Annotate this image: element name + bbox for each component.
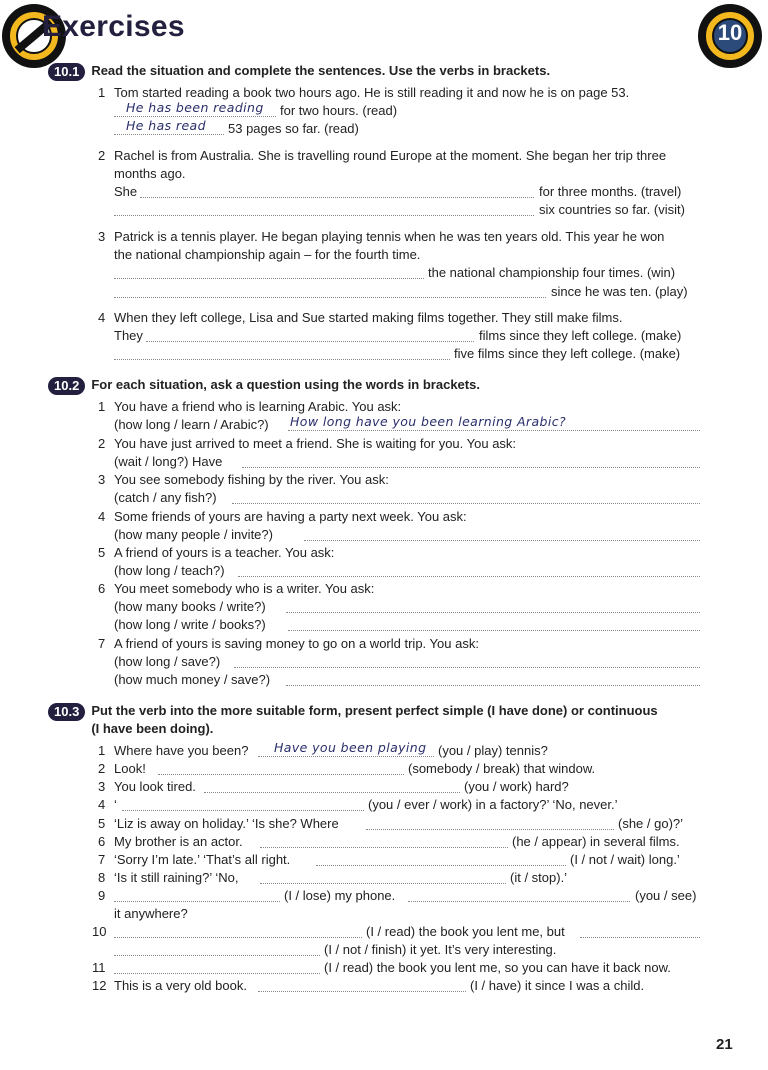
answer-blank[interactable]: [114, 960, 320, 974]
question-number: 1: [98, 399, 106, 414]
question-number: 5: [98, 545, 106, 560]
sentence-middle: (I / lose) my phone.: [284, 888, 396, 903]
exercise-10-1-header: [48, 62, 550, 81]
sentence-start: ‘Liz is away on holiday.’ ‘Is she? Where: [114, 816, 339, 831]
sentence-continuation: it anywhere?: [114, 906, 188, 921]
sentence-start: ‘Sorry I’m late.’ ‘That’s all right.: [114, 852, 291, 867]
answer-blank[interactable]: [286, 599, 700, 613]
answer-blank[interactable]: [580, 924, 700, 938]
question-text: You meet somebody who is a writer. You ask:: [114, 581, 375, 596]
exercise-instruction: For each situation, ask a question using the words in brackets.: [91, 377, 480, 392]
question-number: 9: [98, 888, 106, 903]
sentence-start: This is a very old book.: [114, 978, 247, 993]
question-text: the national championship again – for the fourth time.: [114, 247, 421, 262]
sentence-end: (she / go)?’: [618, 816, 684, 831]
sentence-end: six countries so far. (visit): [539, 202, 685, 217]
answer-blank[interactable]: [114, 346, 450, 360]
sentence-end: (you / work) hard?: [464, 779, 569, 794]
sentence-start: ‘Is it still raining?’ ‘No,: [114, 870, 239, 885]
unit-number: 10: [717, 20, 743, 45]
question-number: 12: [92, 978, 107, 993]
question-number: 1: [98, 743, 106, 758]
sentence-start: My brother is an actor.: [114, 834, 243, 849]
question-text: A friend of yours is a teacher. You ask:: [114, 545, 335, 560]
exercise-10-2-header: [48, 376, 480, 395]
question-number: 11: [92, 960, 106, 975]
answer-blank[interactable]: [234, 654, 700, 668]
question-text: A friend of yours is saving money to go on a world trip. You ask:: [114, 636, 479, 651]
sentence-end: 53 pages so far. (read): [228, 121, 359, 136]
question-text: You have a friend who is learning Arabic. You ask:: [114, 399, 402, 414]
answer-blank[interactable]: [146, 328, 474, 342]
question-number: 2: [98, 148, 106, 163]
answer-blank[interactable]: [366, 816, 614, 830]
prompt-words: (how long / save?): [114, 654, 221, 669]
answer-blank[interactable]: [158, 761, 404, 775]
answer-blank[interactable]: [260, 834, 508, 848]
sentence-end: for two hours. (read): [280, 103, 398, 118]
question-text: Tom started reading a book two hours ago. He is still reading it and now he is on page 53.: [114, 85, 630, 100]
exercise-badge: 10.1: [48, 63, 85, 81]
answer-blank[interactable]: [114, 888, 280, 902]
example-answer: He has been reading: [126, 100, 264, 115]
question-number: 2: [98, 436, 106, 451]
answer-blank[interactable]: [114, 942, 320, 956]
sentence-end: films since they left college. (make): [479, 328, 682, 343]
question-number: 3: [98, 472, 106, 487]
answer-blank[interactable]: [288, 617, 700, 631]
sentence-start: They: [114, 328, 143, 343]
page-number: 21: [716, 1036, 733, 1053]
exercise-badge: 10.2: [48, 377, 85, 395]
question-text: months ago.: [114, 166, 186, 181]
question-text: Rachel is from Australia. She is travelling round Europe at the moment. She began her trip three: [114, 148, 667, 163]
sentence-middle: (I / read) the book you lent me, but: [366, 924, 565, 939]
exercise-badge: 10.3: [48, 703, 85, 721]
sentence-end: since he was ten. (play): [551, 284, 688, 299]
sentence-end: (you / ever / work) in a factory?’ ‘No, never.’: [368, 797, 618, 812]
exercise-instruction: Put the verb into the more suitable form, present perfect simple (I have done) or continuous (I have been doing).: [91, 703, 658, 736]
question-text: Some friends of yours are having a party next week. You ask:: [114, 509, 467, 524]
question-number: 8: [98, 870, 106, 885]
example-answer: How long have you been learning Arabic?: [290, 414, 567, 429]
answer-blank[interactable]: [242, 454, 700, 468]
prompt-words: (how many people / invite?): [114, 527, 273, 542]
question-text: Patrick is a tennis player. He began playing tennis when he was ten years old. This year he won: [114, 229, 665, 244]
question-number: 10: [92, 924, 107, 939]
prompt-words: (how long / learn / Arabic?): [114, 417, 269, 432]
sentence-end: (he / appear) in several films.: [512, 834, 680, 849]
prompt-words: (how long / write / books?): [114, 617, 266, 632]
question-number: 6: [98, 834, 106, 849]
sentence-end: (it / stop).’: [510, 870, 568, 885]
sentence-continuation: (I / not / finish) it yet. It’s very interesting.: [324, 942, 557, 957]
sentence-start: She: [114, 184, 138, 199]
question-number: 7: [98, 636, 106, 651]
sentence-middle: (I / read) the book you lent me, so you can have it back now.: [324, 960, 671, 975]
sentence-end: (you / see): [635, 888, 697, 903]
sentence-start: Where have you been?: [114, 743, 249, 758]
question-number: 4: [98, 509, 106, 524]
watermark-stamp-right: [698, 4, 762, 68]
sentence-end: (somebody / break) that window.: [408, 761, 596, 776]
sentence-end: (you / play) tennis?: [438, 743, 548, 758]
answer-blank[interactable]: [114, 202, 534, 216]
question-text: When they left college, Lisa and Sue started making films together. They still make films.: [114, 310, 623, 325]
sentence-end: five films since they left college. (make): [454, 346, 681, 361]
sentence-end: the national championship four times. (win): [428, 265, 676, 280]
answer-blank[interactable]: [140, 184, 534, 198]
question-number: 7: [98, 852, 106, 867]
question-number: 2: [98, 761, 106, 776]
answer-blank[interactable]: [286, 672, 700, 686]
exercise-10-3-header: [48, 702, 658, 738]
sentence-start: ‘: [114, 797, 117, 812]
example-answer: Have you been playing: [274, 740, 427, 755]
exercise-instruction: Read the situation and complete the sentences. Use the verbs in brackets.: [91, 63, 551, 78]
page-title: Exercises: [42, 10, 185, 43]
question-number: 5: [98, 816, 106, 831]
prompt-words: (how long / teach?): [114, 563, 225, 578]
question-number: 4: [98, 797, 106, 812]
answer-blank[interactable]: [204, 779, 460, 793]
sentence-start: Look!: [114, 761, 146, 776]
prompt-words: (how many books / write?): [114, 599, 266, 614]
sentence-end: (I / have) it since I was a child.: [470, 978, 645, 993]
sentence-start: You look tired.: [114, 779, 196, 794]
answer-blank[interactable]: [114, 284, 546, 298]
prompt-words: (how much money / save?): [114, 672, 271, 687]
answer-blank[interactable]: [304, 527, 700, 541]
question-number: 4: [98, 310, 106, 325]
answer-blank[interactable]: [258, 978, 466, 992]
question-number: 1: [98, 85, 106, 100]
answer-blank[interactable]: [114, 265, 424, 279]
answer-blank[interactable]: [122, 797, 364, 811]
question-text: You have just arrived to meet a friend. She is waiting for you. You ask:: [114, 436, 517, 451]
question-text: You see somebody fishing by the river. You ask:: [114, 472, 389, 487]
prompt-words: (wait / long?) Have: [114, 454, 223, 469]
example-answer: He has read: [126, 118, 206, 133]
sentence-end: (I / not / wait) long.’: [570, 852, 680, 867]
answer-blank[interactable]: [114, 924, 362, 938]
sentence-end: for three months. (travel): [539, 184, 682, 199]
question-number: 3: [98, 229, 106, 244]
answer-blank[interactable]: [260, 870, 506, 884]
question-number: 6: [98, 581, 106, 596]
prompt-words: (catch / any fish?): [114, 490, 217, 505]
question-number: 3: [98, 779, 106, 794]
answer-blank[interactable]: [408, 888, 630, 902]
answer-blank[interactable]: [316, 852, 566, 866]
answer-blank[interactable]: [232, 490, 700, 504]
answer-blank[interactable]: [238, 563, 700, 577]
